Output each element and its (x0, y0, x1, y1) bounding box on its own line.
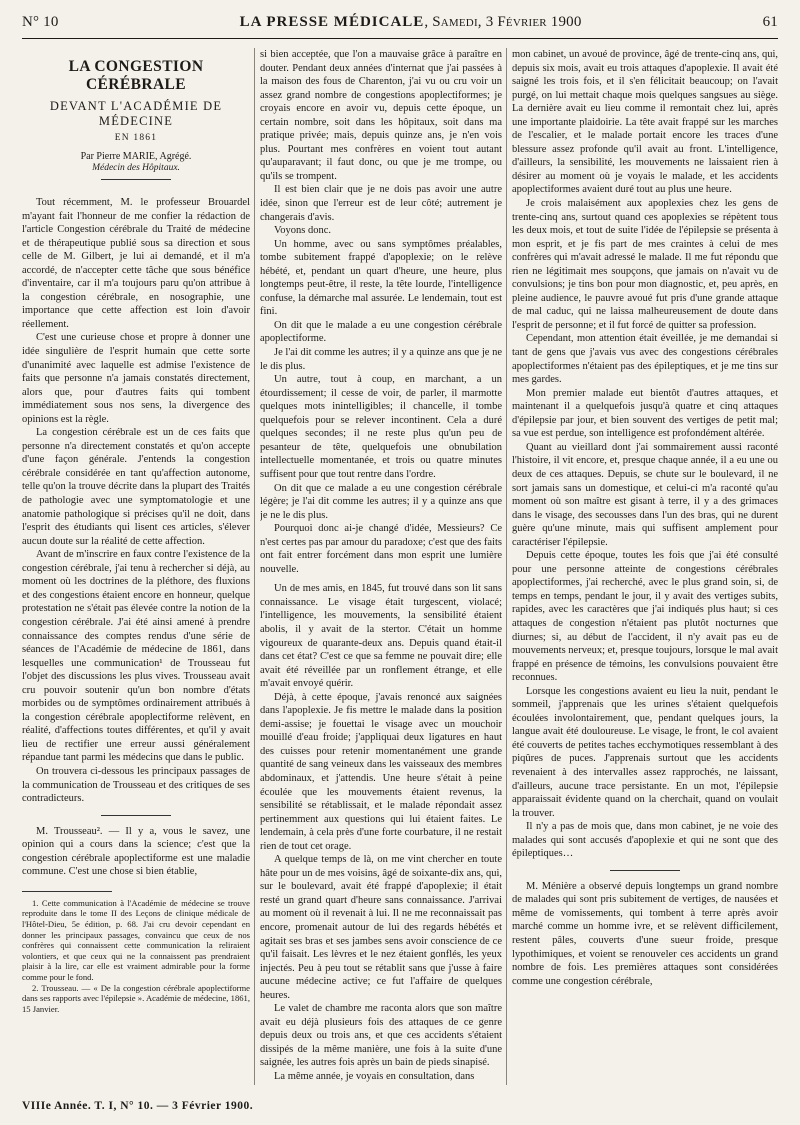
paragraph: On dit que le malade a eu une congestion cérébrale apoplectiforme. (260, 319, 502, 345)
column-2 (260, 48, 502, 1091)
issue-number: N° 10 (22, 14, 59, 30)
paragraph: On dit que ce malade a eu une congestion cérébrale légère; je l'ai dit comme les autres; il y a quinze ans que je ne le dis plus. (260, 482, 502, 521)
article-title: LA CONGESTION CÉRÉBRALE (68, 58, 204, 93)
paragraph: M. Ménière a observé depuis longtemps un grand nombre de malades qui sont pris subitement de vertiges, de nausées et même de vomissements, qui tombent à terre après avoir marché comme un homme ivre, et se relèvent difficilement, restent pâles, couverts d'une sueur froide, presque lypothimiques, et voient se renouveler ces accidents un grand nombre de fois. Les premières attaques sont considérées comme une congestion cérébrale, (512, 880, 778, 987)
footnote: 2. Trousseau. — « De la congestion cérébrale apoplectiforme dans ses rapports avec l'épilepsie ». Académie de médecine, 1861, 15 Janvier. (22, 982, 250, 1014)
page-number: 61 (762, 14, 778, 30)
journal-name: LA PRESSE MÉDICALE (239, 14, 425, 30)
paragraph: Il est bien clair que je ne dois pas avoir une autre idée, sinon que l'erreur est de leur côté; autrement je changerais d'avis. (260, 184, 502, 223)
paragraph: Je crois malaisément aux apoplexies chez les gens de trente-cinq ans, surtout quand ces apoplexies se répètent tous les deux mois, et tout de suite l'idée de l'épilepsie se présenta à mon esprit, et je fis part de mes craintes à celui de mes confrères qui m'avait adressé le malade. Il me fut répondu que rien ne légitimait mes soupçons, que jamais on n'avait vu de convulsions; je tins bon pour mon diagnostic, et, peu après, en pleine audience, le pauvre avoué fut pris d'une grande attaque de mal caduc, qui ne laissa malheureusement de doute dans l'esprit de personne; et il fut forcé de quitter sa profession. (512, 198, 778, 331)
article-subtitle: DEVANT L'ACADÉMIE DE MÉDECINE (49, 99, 223, 128)
paragraph: Un autre, tout à coup, en marchant, a un étourdissement; il cesse de voir, de parler, il marmotte quelques mots inintelligibles; il chancelle, il tombe quelquefois pour se relever incontinent. Cela a duré quelques secondes; il ne reste plus qu'un peu de pesanteur de tête, quelquefois une obnubilation intellectuelle momentanée, et trois ou quatre minutes suffisent pour que tout rentre dans l'ordre. (260, 374, 502, 480)
footnotes (22, 898, 250, 1015)
paragraph: La même année, je voyais en consultation, dans (274, 1071, 475, 1083)
paragraph: Quant au vieillard dont j'ai sommairement aussi raconté l'histoire, il vit encore, et, presque chaque année, il a eu une ou deux de ces attaques. Depuis, se chute sur le boulevard, il ne sort jamais sans un domestique, et celui-ci m'a raconté qu'au moment où son maître est gisant à terre, il y a des grimaces dans le visage, des secousses dans l'un des bras, qui ne durent guère qu'une minute, mais qui suffisent amplement pour caractériser l'épilepsie. (512, 441, 778, 548)
header-rule (22, 38, 778, 39)
paragraph: mon cabinet, un avoué de province, âgé de trente-cinq ans, qui, depuis six mois, avait eu trois attaques d'apoplexie. Il avait été saigné les trois fois, et il s'en félicitait beaucoup; on l'avait purgé, on lui mettait chaque mois quelques sangsues au siège. La dernière avait eu lieu comme il remontait chez lui, après une importante plaidoirie. La tête avait frappé sur les marches de l'escalier, et le malade portait encore les traces d'une blessure assez profonde qu'il avait au front. L'intelligence, d'ailleurs, la sensibilité, les mouvements ne laissaient rien à désirer au moment où je voyais le malade, et les accidents apoplectiformes avaient duré tout au plus une heure. (512, 49, 778, 196)
paragraph: Cependant, mon attention était éveillée, je me demandai si tant de gens que j'avais vus avec des congestions cérébrales apoplectiformes n'étaient pas des épileptiques, et je me tins sur mes gardes. (512, 333, 778, 386)
paragraph: Tout récemment, M. le professeur Brouardel m'ayant fait l'honneur de me confier la rédaction de l'article Congestion cérébrale du Traité de médecine et de thérapeutique publié sous sa direction et sous celle de M. Gilbert, je lui ai demandé, et il m'a accordé, de n'accepter cette tâche que sous bénéfice d'inventaire, car il m'a toujours paru qu'on attribue à la congestion cérébrale, en nosographie, une importance que cette affection est loin d'avoir réellement. (22, 197, 250, 330)
paragraph: Voyons donc. (274, 225, 331, 237)
paragraph: si bien acceptée, que l'on a mauvaise grâce à paraître en douter. Pendant deux années d'internat que j'ai passées à la maison des fous de Charenton, j'ai vu ou cru voir un assez grand nombre de congestions apoplectiformes; je croyais encore en avoir vu, depuis cette époque, un certain nombre, soit dans les hôpitaux, soit dans ma pratique privée; mais, depuis quinze ans, je n'en vois plus. Pourtant mes confrères en voient tout autant qu'auparavant; il faut donc, ou que je me trompe, ou qu'ils se trompent. (260, 49, 502, 182)
paragraph: Pourquoi donc ai-je changé d'idée, Messieurs? Ce n'est certes pas par amour du paradoxe; c'est que des faits ont fait entrer forcément dans mon esprit une lumière nouvelle. (260, 523, 502, 575)
footnote: 1. Cette communication à l'Académie de médecine se trouve reproduite dans le tome II des Leçons de clinique médicale de l'Hôtel-Dieu, 5e édition, p. 68. J'ai cru devoir cependant en donner les principaux passages, convaincu que ceux de nos confrères qui connaissent cette communication la reliraient volontiers, et que ceux qui ne la connaissent pas prendraient plaisir à la lire, car elle est vraiment admirable pour la forme comme pour le fond. (22, 897, 250, 982)
section-rule (610, 870, 680, 871)
paragraph: Un homme, avec ou sans symptômes préalables, tombe subitement frappé d'apoplexie; on le relève hébété, et, pendant un quart d'heure, une heure, plus longtemps peut-être, il reste, la tête lourde, l'intelligence confuse, la démarche mal assurée. Le lendemain, tout est fini. (260, 238, 502, 318)
footer-volume-line: VIIIe Année. T. I, N° 10. — 3 Février 1900. (22, 1100, 254, 1112)
column-3 (512, 48, 778, 1091)
column-divider (254, 48, 255, 1085)
column-divider (506, 48, 507, 1085)
author-role: Médecin des Hôpitaux. (92, 163, 180, 173)
footnote-rule (22, 891, 112, 892)
paragraph: Il n'y a pas de mois que, dans mon cabinet, je ne voie des malades qui sont accusés d'apoplexie et qui ne sont que des épileptiques… (512, 821, 778, 860)
running-header (22, 14, 778, 36)
paragraph: On trouvera ci-dessous les principaux passages de la communication de Trousseau et des critiques de ses contradicteurs. (22, 765, 250, 805)
paragraph: Mon premier malade eut bientôt d'autres attaques, et maintenant il a quelquefois jusqu'à quatre et cinq attaques d'épilepsie par jour, et bien souvent des vertiges de petit mal; sa vue est perdue, son intelligence est profondément altérée. (512, 387, 778, 440)
section-rule (101, 815, 171, 816)
paragraph: M. Trousseau². — Il y a, vous le savez, une opinion qui a cours dans la science; c'est que la congestion cérébrale apoplectiforme est une maladie commune. C'est une chose si bien établie, (22, 825, 250, 878)
paragraph: La congestion cérébrale est un de ces faits que personne n'a directement constatés et qu'on accepte d'une façon générale. J'entends la congestion cérébrale considérée en tant qu'affection autonome, telle qu'on la trouve décrite dans la plupart des Traités de pathologie avec une symptomatologie et une anatomie pathologique si précises qu'il ne doit, dans l'esprit des étudiants qui lisent ces articles, s'élever aucun doute sur la réalité de cette affection. (22, 427, 250, 547)
article-author: Par Pierre MARIE, Agrégé. (80, 151, 192, 162)
title-rule (101, 179, 171, 180)
paragraph: A quelque temps de là, on me vint chercher en toute hâte pour un de mes voisins, âgé de soixante-dix ans, qui, sur le boulevard, avait été frappé d'apoplexie; il était resté un grand quart d'heure sans connaissance. J'arrivai au moment où il revenait à lui. Il ne me reconnaissait pas encore, promenait autour de lui des regards hébétés et agitait ses bras et ses jambes sens avoir conscience de ce qu'il faisait. Les lèvres et le nez étaient gonflés, les yeux injectés. Peu à peu tout se rétablit sans que j'usse à faire aucune médecine active; ce fut l'affaire de quelques heures. (260, 854, 502, 1001)
article-year: EN 1861 (114, 133, 158, 143)
article-title-block (22, 58, 250, 180)
paragraph: Depuis cette époque, toutes les fois que j'ai été consulté pour une personne atteinte de congestions cérébrales apoplectiformes, j'ai recherché, avec le plus grand soin, si, de temps en temps, pendant le jour, il y avait des vertiges subits, rapides, avec les caractères que j'ai indiqués plus haut; si ces attaques de congestion n'étaient pas plutôt nocturnes que diurnes; si, au début de l'accident, il n'y avait pas eu de mouvements nerveux; et, presque toujours, lorsque le mal avait frappé en présence de témoins, les convulsions pouvaient être reconnues. (512, 550, 778, 684)
paragraph: Le valet de chambre me raconta alors que son maître avait eu déjà plusieurs fois des attaques de ce genre depuis deux ou trois ans, et que ces accidents s'étaient dissipés de la même manière, une fois à la suite d'une saignée, les autres fois après un bain de pieds sinapisé. (260, 1003, 502, 1069)
journal-header (240, 14, 582, 31)
column-1 (22, 48, 250, 1091)
paragraph: Avant de m'inscrire en faux contre l'existence de la congestion cérébrale, j'ai tenu à rechercher si déjà, au moment où les doctrines de la pléthore, des fluxions et des congestions étaient encore en honneur, quelque protestation ne s'était pas élevée contre la notion de la congestion cérébrale. J'ai été ainsi amené à prendre connaissance des comptes rendus d'une série de séances de l'Académie de médecine de 1861, dans lesquelles une communication¹ de Trousseau fut l'objet des discussions les plus vives. Trousseau avait cru pouvoir soutenir qu'un bon nombre d'états morbides ou de symptômes ordinairement attribués à la congestion cérébrale apoplectiforme relèvent, en réalité, d'affections toutes différentes, et qu'il y avait lieu de rectifier une erreur aussi généralement répandue tant parmi les médecins que dans le public. (22, 549, 250, 764)
paragraph: Je l'ai dit comme les autres; il y a quinze ans que je ne le dis plus. (260, 347, 502, 372)
paragraph: Déjà, à cette époque, j'avais renoncé aux saignées dans l'apoplexie. Je fis mettre le malade dans la position demi-assise; je fouettai le visage avec un mouchoir mouillé d'eau froide; j'appliquai deux ligatures en haut des cuisses pour retenir momentanément une grande quantité de sang veineux dans les vaisseaux des membres abdominaux, et j'attendis. Une heure s'était à peine écoulée que les mouvements étaient revenus, la sensibilité se rétablissait, et le malade répondait assez pertinemment aux questions qui lui étaient faites. Le lendemain, à cela près d'une forte courbature, il ne restait rien de tout cet orage. (260, 691, 502, 852)
paragraph: C'est une curieuse chose et propre à donner une idée singulière de l'esprit humain que cette sorte d'unanimité avec laquelle est admise l'existence de faits que personne n'a jamais constatés directement, alors que, pour d'autres faits qui tombent immédiatement sous nos sens, la divergence des opinions est la règle. (22, 332, 250, 425)
issue-date: , Samedi, 3 Février 1900 (424, 14, 582, 30)
paragraph: Lorsque les congestions avaient eu lieu la nuit, pendant le sommeil, j'apprenais que les urines s'étaient quelquefois écoulées involontairement, que, pendant quelques jours, la langue avait été douloureuse. Le visage, le front, le col avaient été couverts de petites taches ecchymotiques ressemblant à des piqûres de puces. J'apprenais surtout que les accidents revenaient à des intervalles assez rapprochés, ne laissant, d'ailleurs, aucune trace persistante. En un mot, l'épilepsie apparaissait évidente quand on la cherchait, quand on voulait la trouver. (512, 685, 778, 819)
paragraph: Un de mes amis, en 1845, fut trouvé dans son lit sans connaissance. Le visage était turgescent, violacé; l'intelligence, les mouvements, la sensibilité étaient abolis, il y avait de la stertor. C'était un homme vigoureux de quarante-deux ans. Depuis quand était-il dans cet état? C'est ce que sa femme ne pouvait dire; elle avait été réveillée par un ronflement étrange, et elle m'avait envoyé quérir. (260, 583, 502, 690)
